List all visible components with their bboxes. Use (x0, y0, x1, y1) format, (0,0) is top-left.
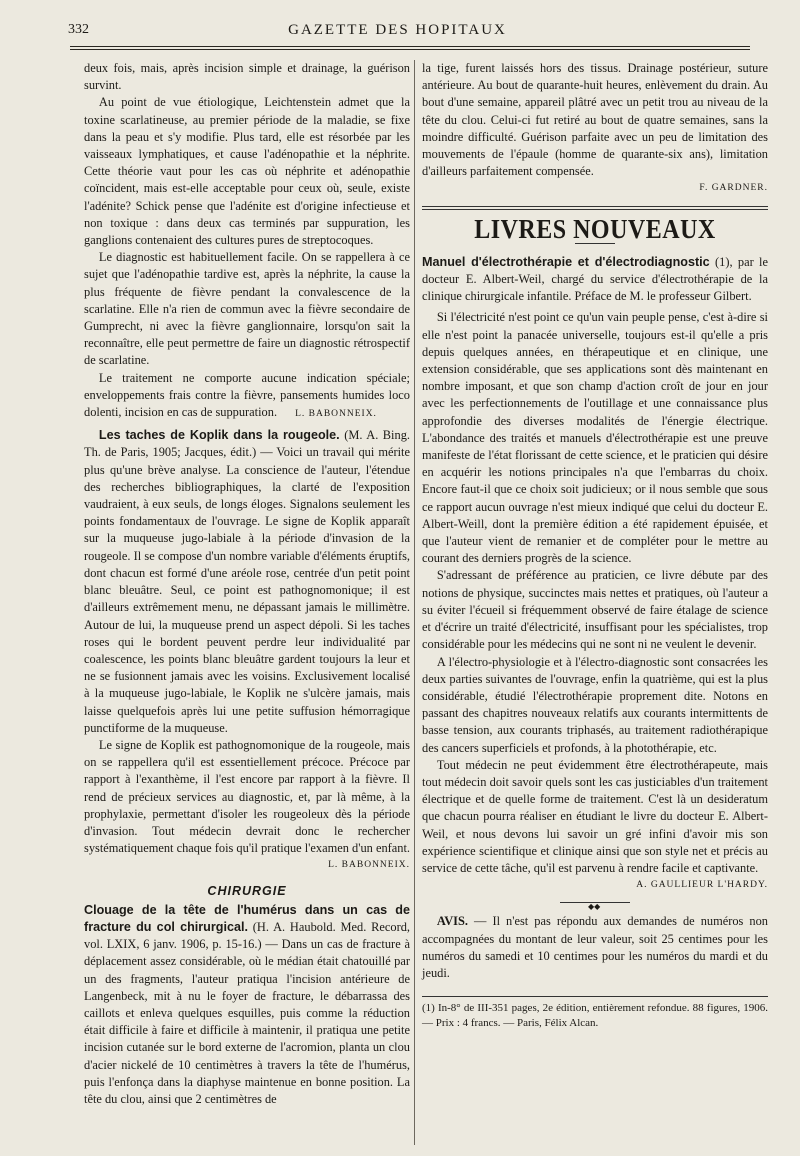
section-title: CHIRURGIE (207, 883, 287, 898)
right-column (422, 60, 768, 1031)
paragraph: Le diagnostic est habituellement facile. On se rappellera à ce sujet que l'adénopathie tardive est, après la néphrite, la cause la plus fréquente de fièvre pendant la convalescence de la scarlatine. Elle n'a rien de commun avec la fièvre secondaire de Gumprecht, ni avec la fièvre ganglionnaire, lorsqu'on sait la reconnaître, elle peut permettre de faire un diagnostic rétrospectif de scarlatine. (84, 250, 410, 368)
column-divider (414, 60, 415, 1145)
paragraph: Tout médecin ne peut évidemment être électrothérapeute, mais tout médecin doit savoir quels sont les cas justiciables d'un traitement électrique et de quelle forme de traitement. C'est là un desideratum que chacun pourra réaliser en étudiant le livre du docteur E. Albert-Weil, et nous devons lui savoir un gré infini d'avoir mis son expérience scientifique et clinique ainsi que son style net et précis au service de cette tâche, qu'il est parvenu à rendre facile et captivante. (422, 757, 768, 875)
running-title: GAZETTE DES HOPITAUX (288, 22, 507, 38)
signature: F. GARDNER. (699, 183, 768, 194)
paragraph (84, 370, 410, 424)
signature: L. BABONNEIX. (295, 409, 377, 420)
left-column (84, 60, 410, 1108)
header-rule (70, 46, 750, 50)
review-title: Clouage de la tête de l'humérus dans un cas de fracture du col chirurgical. (84, 902, 410, 934)
review-clouage (84, 902, 410, 1108)
page-number: 332 (68, 22, 89, 37)
review-text: (H. A. Haubold. Med. Record, vol. LXIX, 6 janv. 1906, p. 15-16.) — Dans un cas de fracture à déplacement assez considérable, où le médian était chatouillé par un des fragments, l'auteur pratiqua l'incision antérieure de Langenbeck, mit à nu le foyer de fracture, le débarrassa des caillots et enleva quelques esquilles, puis comme la réduction était difficile à faire et difficile à maintenir, il pratiqua une petite incision cutanée sur le bord externe de l'acromion, planta un clou d'acier nickelé de 10 centimètres à travers la tête de l'humérus, puis l'enfonça dans la diaphyse maintenue en bonne position. La tête du clou, ainsi que 2 centimètres de (84, 919, 410, 1106)
paragraph: la tige, furent laissés hors des tissus. Drainage postérieur, suture antérieure. Au bout de quarante-huit heures, enlèvement du drain. Au bout d'une semaine, appareil plâtré avec un petit trou au niveau de la tête du clou. Celui-ci fut retiré au bout de quatre semaines, sans la moindre difficulté. Guérison parfaite avec un peu de limitation des mouvements de l'épaule (homme de quarante-six ans), limitation d'ailleurs parfaitement compensée. (422, 61, 768, 179)
paragraph: Si l'électricité n'est point ce qu'un vain peuple pense, c'est à-dire si elle n'est point la panacée universelle, toujours est-il qu'elle a pris depuis quelques années, en thérapeutique et en clinique, une extension considérable, que ses applications sont dès maintenant en nombre imposant, et que son champ d'action croît de jour en jour avec les perfectionnements de l'outillage et une connaissance plus approfondie des diverses modalités de l'énergie électrique. L'abondance des traités et manuels d'électrothérapie est une preuve manifeste de l'état florissant de cette science, et le praticien qui désire en acquérir les notions principales n'a que l'embarras du choix. Encore faut-il que ce choix soit judicieux; or il nous semble que sous ce rapport aucun ouvrage n'est mieux indiqué que celui du docteur E. Albert-Weill, dont la première édition a été rapidement épuisée, et que l'auteur vient de remanier et de compléter pour le mettre au courant des derniers progrès de la science. (422, 310, 768, 566)
review-title: Les taches de Koplik dans la rougeole. (98, 428, 340, 443)
footnote: (1) In-8° de III-351 pages, 2e édition, entièrement refondue. 88 figures, 1906. — Prix : 4 francs. — Paris, Félix Alcan. (422, 996, 768, 1031)
book-reference: (1), par le docteur E. Albert-Weil, chargé du service d'électrothérapie de la clinique chirurgicale infantile. Préface de M. le professeur Gilbert. (422, 254, 768, 304)
paragraph: Au point de vue étiologique, Leichtenstein admet que la toxine scarlatineuse, au premier période de la maladie, se fixe dans la peau et s'y modifie. Plus tard, elle est résorbée par les vaisseaux lymphatiques, et cause l'adénopathie et la néphrite. Cette théorie vaut pour les cas où néphrite et adénopathie coïncident, mais est-elle acceptable pour ceux où, seule, existe l'adénite? Schick pense que l'adénite est d'origine infectieuse et non toxique : dans deux cas terminés par suppuration, les ganglions contenaient des cultures pures de streptocoques. (84, 95, 410, 248)
notice-text: — Il n'est pas répondu aux demandes de numéros non accompagnées du montant de leur valeur, soit 25 centimes pour les numéros du samedi et 10 centimes pour les numéros du mardi et du jeudi. (422, 914, 768, 980)
section-heading: LIVRES NOUVEAUX (474, 214, 716, 245)
signature: A. GAULLIEUR L'HARDY. (636, 880, 768, 891)
book-entry (422, 254, 768, 306)
paragraph: deux fois, mais, après incision simple et drainage, la guérison survint. (84, 61, 410, 93)
page-header (40, 22, 755, 46)
ornament-rule (560, 902, 630, 912)
review-koplik (84, 427, 410, 737)
review-text: (M. A. Bing. Th. de Paris, 1905; Jacques, édit.) — Voici un travail qui mérite plus qu'une brève analyse. La conscience de l'auteur, l'étendue des recherches bibliographiques, la clarté de l'exposition vaudraient, à eux seuls, de longs éloges. Signalons seulement les points fondamentaux de l'ouvrage. Le signe de Koplik apparaît sur la muqueuse jugo-labiale à la période d'invasion de la rougeole. Il se compose d'un nombre variable d'éléments éruptifs, dont chacun est formé d'une aréole rose, centrée d'un petit point blanc bleuâtre. Seul, ce point est pathognomonique; il est d'ailleurs extrêmement menu, ne dépassant jamais le millimètre. Autour de lui, la muqueuse prend un aspect dépoli. Si les taches roses qui le bordent peuvent perdre leur individualité par coalescence, les points blanc bleuâtre gardent toujours la leur et ne se fusionnent jamais avec les voisins. Exclusivement localisé à la muqueuse jugo-labiale, le Koplik ne s'ulcère jamais, mais laisse quelquefois après lui une petite suffusion hémorragique punctiforme de la muqueuse. (84, 428, 410, 735)
notice (422, 913, 768, 982)
signature: L. BABONNEIX. (328, 860, 410, 871)
paragraph: A l'électro-physiologie et à l'électro-diagnostic sont consacrées les deux parties suivantes de l'ouvrage, enfin la quatrième, qui est la plus considérable, étudié l'électrothérapie proprement dite. Notons en passant des chapitres nouveaux relatifs aux courants intermittents de basse tension, aux courants triphasés, au traitement radiothérapique des cancers superficiels et profonds, à la photothérapie, etc. (422, 654, 768, 755)
notice-label: AVIS. (436, 914, 468, 929)
paragraph: Le signe de Koplik est pathognomonique de la rougeole, mais on se rappellera qu'il est essentiellement précoce. Précoce par rapport à l'exanthème, il l'est encore par rapport à la fièvre. Il rend de précieux services au diagnostic, et, par là même, à la prophylaxie, permettant d'isoler les rougeoleux dès la période d'invasion. Tout médecin devrait donc le rechercher systématiquement chaque fois qu'il pratique l'examen d'un enfant. (84, 737, 411, 856)
paragraph: S'adressant de préférence au praticien, ce livre débute par des notions de physique, succinctes mais nettes et pratiques, où l'auteur a su éviter l'écueil si fréquemment observé de faire étalage de science et d'écrire un traité d'électricité, insuffisant pour les spécialistes, trop considérable pour les médecins qui ne sont ni ne veulent le devenir. (422, 568, 768, 652)
book-title: Manuel d'électrothérapie et d'électrodiagnostic (422, 254, 710, 269)
section-rule (422, 206, 768, 210)
ornament-icon: ◆◆ (588, 902, 601, 912)
paragraph-text: Le traitement ne comporte aucune indication spéciale; enveloppements frais contre la fièvre, pansements humides loco dolenti, incision en cas de suppuration. (84, 370, 410, 420)
